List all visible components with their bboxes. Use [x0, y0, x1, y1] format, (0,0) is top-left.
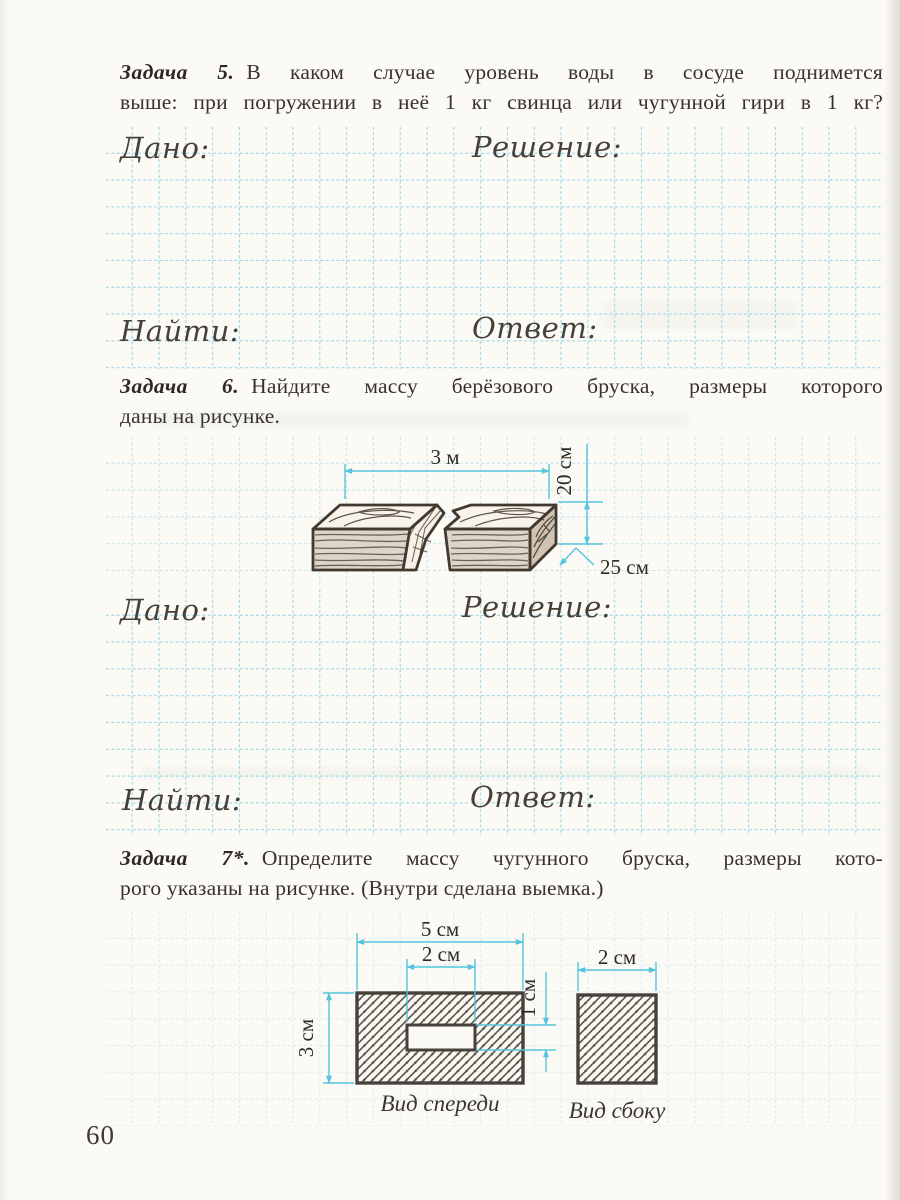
birch-block-figure — [298, 441, 682, 593]
dim-inner-width-label: 2 см — [421, 942, 461, 966]
problem7-line2: рого указаны на рисунке. (Внутри сделана выемка.) — [120, 876, 604, 900]
problem6-line1 — [120, 371, 883, 401]
answer-label: Ответ: — [470, 780, 596, 814]
problem6-text — [120, 371, 883, 431]
find-label: Найти: — [120, 314, 241, 348]
page-left-edge-shade — [0, 0, 10, 1200]
dim-length-label: 3 м — [430, 445, 460, 469]
right-wood-block — [445, 505, 556, 570]
answer-label: Ответ: — [472, 311, 598, 345]
problem7-line1 — [120, 843, 883, 873]
dim-inner-height-label: 1 см — [516, 978, 540, 1018]
problem5-text-line1: В каком случае уровень воды в сосуде поднимется — [246, 60, 884, 84]
find-label: Найти: — [122, 783, 243, 817]
side-view — [578, 995, 656, 1083]
page-number: 60 — [86, 1120, 115, 1150]
problem7-title: Задача 7*. — [120, 846, 250, 870]
problem6-work-area — [106, 589, 882, 836]
problem5-text — [120, 57, 883, 117]
problem6-title: Задача 6. — [120, 374, 240, 398]
problem5-work-area — [106, 127, 882, 369]
problem7-text-line1: Определите массу чугунного бруска, размеры кото- — [261, 846, 883, 870]
iron-block-figure — [288, 918, 690, 1128]
given-label: Дано: — [120, 593, 210, 627]
dim-width-label: 5 см — [420, 918, 460, 941]
given-label: Дано: — [120, 131, 210, 165]
problem6-text-line1: Найдите массу берёзового бруска, размеры которого — [251, 374, 883, 398]
problem5-title: Задача 5. — [120, 60, 235, 84]
dim-height-label: 3 см — [294, 1018, 318, 1058]
side-view-label: Вид сбоку — [568, 1098, 666, 1123]
page-right-edge-shade — [884, 0, 900, 1200]
front-view — [357, 993, 523, 1083]
inner-cutout — [407, 1025, 475, 1050]
problem7-text — [120, 843, 883, 903]
dim-height-label: 20 см — [552, 446, 576, 496]
front-view-label: Вид спереди — [380, 1091, 500, 1116]
problem5-line2: выше: при погружении в неё 1 кг свинца или чугунной гири в 1 кг? — [120, 90, 883, 114]
solution-label: Решение: — [472, 130, 623, 164]
left-wood-block — [313, 505, 444, 570]
dim-side-width-label: 2 см — [597, 945, 637, 969]
problem6-line2: даны на рисунке. — [120, 404, 281, 428]
dim-depth-label: 25 см — [600, 555, 649, 579]
solution-label: Решение: — [462, 590, 613, 624]
problem5-line1 — [120, 57, 883, 87]
